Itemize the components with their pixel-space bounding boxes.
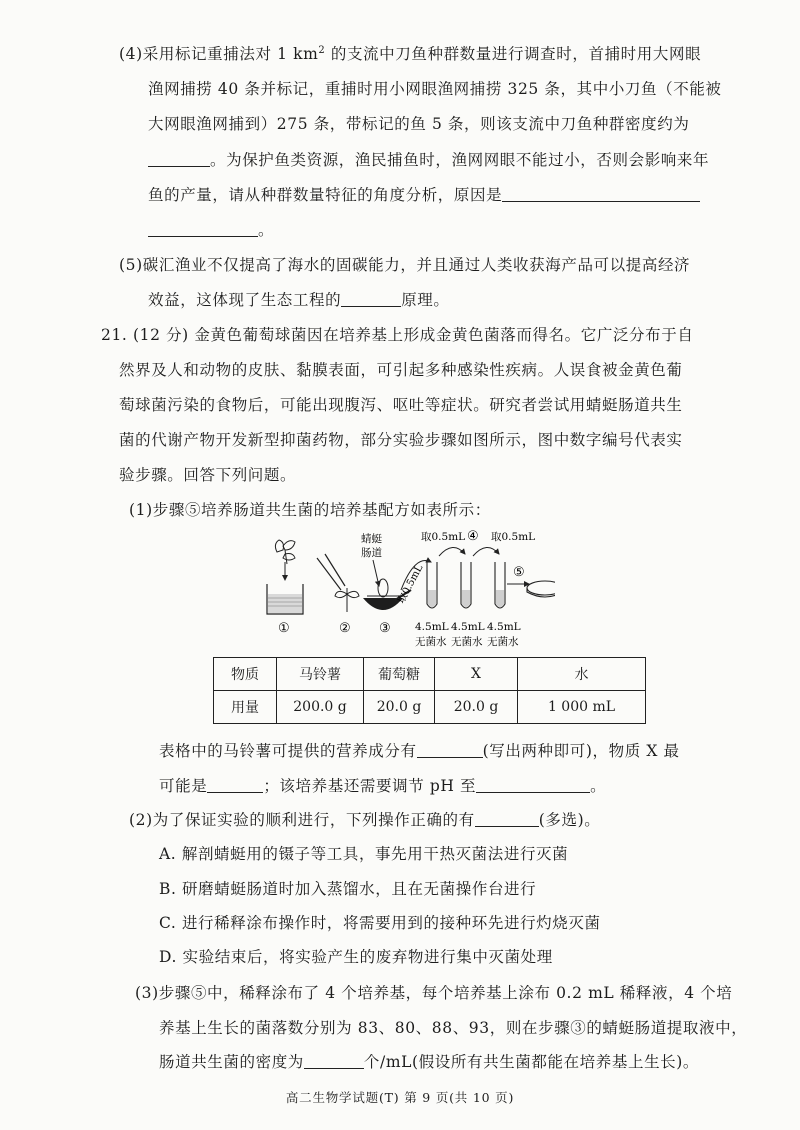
q20-part4-line1: [119, 42, 701, 64]
tube-volume-label: 4.5mL: [415, 621, 449, 633]
answer-blank[interactable]: [341, 291, 401, 308]
q21-stem-line4: 菌的代谢产物开发新型抑菌药物，部分实验步骤如图所示，图中数字编号代表实: [119, 431, 683, 449]
tube-content-label: 无菌水: [487, 636, 519, 648]
q20-part4-line4: [148, 148, 709, 170]
dragonfly-plant-icon: [275, 540, 295, 564]
table-header-cell: 马铃薯: [277, 658, 364, 691]
option-d[interactable]: D. 实验结束后，将实验产生的废弃物进行集中灭菌处理: [159, 948, 553, 966]
step-number: ④: [467, 529, 479, 544]
step-number: ⑤: [513, 565, 525, 580]
option-b[interactable]: B. 研磨蜻蜓肠道时加入蒸馏水，且在无菌操作台进行: [159, 880, 537, 898]
answer-blank[interactable]: [207, 777, 263, 794]
answer-blank[interactable]: [476, 777, 590, 794]
q21-sub3-line1: (3)步骤⑤中，稀释涂布了 4 个培养基，每个培养基上涂布 0.2 mL 稀释液，4 个培: [135, 984, 733, 1002]
text-segment: (4)采用标记重捕法对 1 km: [119, 45, 319, 63]
text-segment: 表格中的马铃薯可提供的营养成分有: [159, 742, 417, 760]
text-segment: 。: [590, 777, 607, 795]
table-cell: 200.0 g: [277, 691, 364, 724]
q20-part4-line6: [148, 218, 274, 240]
step-number: ②: [339, 621, 351, 636]
q20-part4-line5: [148, 183, 700, 205]
table-cell: 20.0 g: [435, 691, 518, 724]
transfer-label: 取0.5mL: [395, 563, 426, 606]
table-row: [214, 691, 646, 724]
text-segment: 。为保护鱼类资源，渔民捕鱼时，渔网网眼不能过小，否则会影响来年: [210, 151, 710, 169]
transfer-label: 取0.5mL: [491, 531, 536, 543]
beaker-icon: [267, 584, 303, 614]
gut-label-line2: 肠道: [361, 547, 382, 559]
text-segment: 。: [258, 221, 275, 239]
page-footer: 高二生物学试题(T) 第 9 页(共 10 页): [285, 1090, 515, 1105]
q21-sub1-line2: [159, 739, 680, 761]
arrow-to-mortar: [373, 560, 379, 586]
table-header-cell: X: [435, 658, 518, 691]
text-segment: 原理。: [401, 291, 450, 309]
test-tube-icon: [427, 562, 437, 608]
text-segment: 的支流中刀鱼种群数量进行调查时，首捕时用大网眼: [325, 45, 702, 63]
text-segment: (写出两种即可)，物质 X 最: [482, 742, 680, 760]
tube-volume-label: 4.5mL: [487, 621, 521, 633]
answer-blank[interactable]: [475, 811, 539, 828]
table-cell: 1 000 mL: [518, 691, 646, 724]
q21-sub1-line3: [159, 774, 606, 796]
transfer-arrow: [439, 547, 465, 556]
step-number: ③: [379, 621, 391, 636]
option-a[interactable]: A. 解剖蜻蜓用的镊子等工具，事先用干热灭菌法进行灭菌: [159, 845, 569, 863]
transfer-arrow: [473, 547, 499, 556]
text-segment: 可能是: [159, 777, 208, 795]
table-cell: 20.0 g: [364, 691, 435, 724]
table-cell: 用量: [214, 691, 277, 724]
answer-blank[interactable]: [417, 742, 483, 759]
step-number: ①: [278, 621, 290, 636]
superscript: 2: [318, 45, 326, 56]
q20-part4-line2: 渔网捕捞 40 条并标记，重捕时用小网眼渔网捕捞 325 条，其中小刀鱼（不能被: [148, 80, 722, 98]
table-header-cell: 水: [518, 658, 646, 691]
experiment-diagram: [255, 528, 555, 653]
q20-part5-line2: [148, 288, 450, 310]
tweezers-icon: [317, 554, 345, 590]
dragonfly-icon: [335, 588, 359, 612]
text-segment: 鱼的产量，请从种群数量特征的角度分析，原因是: [148, 186, 503, 204]
text-segment: ；该培养基还需要调节 pH 至: [263, 777, 477, 795]
test-tube-icon: [461, 562, 471, 608]
gut-label-line1: 蜻蜓: [361, 533, 382, 545]
table-header-cell: 物质: [214, 658, 277, 691]
petri-dish-icon: [527, 581, 555, 597]
tube-content-label: 无菌水: [451, 636, 483, 648]
q21-stem-line5: 验步骤。回答下列问题。: [119, 466, 297, 484]
option-c[interactable]: C. 进行稀释涂布操作时，将需要用到的接种环先进行灼烧灭菌: [159, 914, 601, 932]
text-segment: (2)为了保证实验的顺利进行，下列操作正确的有: [129, 811, 475, 829]
text-segment: 肠道共生菌的密度为: [159, 1053, 304, 1071]
answer-blank[interactable]: [304, 1053, 364, 1070]
answer-blank[interactable]: [502, 186, 700, 203]
text-segment: (多选)。: [538, 811, 601, 829]
q20-part5-line1: (5)碳汇渔业不仅提高了海水的固碳能力，并且通过人类收获海产品可以提高经济: [119, 256, 691, 274]
q21-stem-line3: 萄球菌污染的食物后，可能出现腹泻、呕吐等症状。研究者尝试用蜻蜓肠道共生: [119, 396, 683, 414]
table-header-row: [214, 658, 646, 691]
q21-sub3-line2: 养基上生长的菌落数分别为 83、80、88、93，则在步骤③的蜻蜓肠道提取液中，: [159, 1019, 748, 1037]
table-header-cell: 葡萄糖: [364, 658, 435, 691]
q21-sub2-line1: [129, 808, 600, 830]
answer-blank[interactable]: [148, 221, 258, 238]
text-segment: 效益，这体现了生态工程的: [148, 291, 342, 309]
answer-blank[interactable]: [148, 151, 210, 168]
transfer-label: 取0.5mL: [421, 531, 466, 543]
tube-volume-label: 4.5mL: [451, 621, 485, 633]
q21-sub1-line1: (1)步骤⑤培养肠道共生菌的培养基配方如表所示：: [129, 501, 491, 519]
q21-sub3-line3: [159, 1050, 699, 1072]
test-tube-icon: [495, 562, 505, 608]
tube-content-label: 无菌水: [415, 636, 447, 648]
medium-recipe-table: [213, 657, 646, 724]
q21-stem-line2: 然界及人和动物的皮肤、黏膜表面，可引起多种感染性疾病。人误食被金黄色葡: [119, 361, 683, 379]
text-segment: 个/mL(假设所有共生菌都能在培养基上生长)。: [363, 1053, 700, 1071]
q21-stem-line1: 21. (12 分) 金黄色葡萄球菌因在培养基上形成金黄色菌落而得名。它广泛分布于自: [101, 326, 694, 344]
q20-part4-line3: 大网眼渔网捕到）275 条，带标记的鱼 5 条，则该支流中刀鱼种群密度约为: [148, 115, 690, 133]
